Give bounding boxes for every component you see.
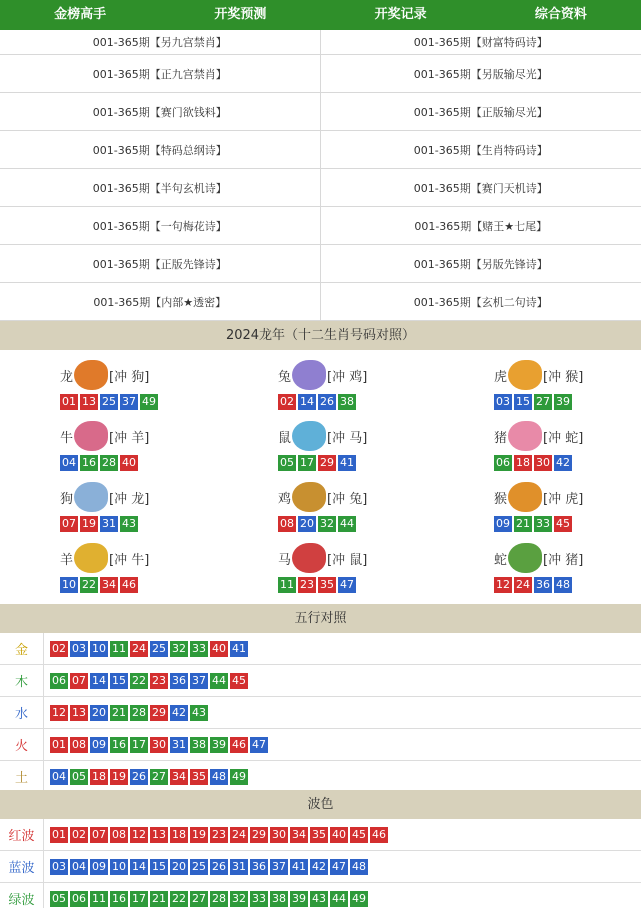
number-ball: 40: [332, 827, 346, 841]
zodiac-header: [60, 541, 149, 575]
zodiac-clash: [冲 牛]: [109, 552, 150, 568]
tiger-icon: [508, 360, 542, 390]
zodiac-clash: [冲 狗]: [109, 369, 150, 385]
number-ball: 17: [132, 737, 146, 751]
zodiac-numbers: [278, 394, 356, 410]
number-ball: 08: [112, 827, 126, 841]
number-ball: 37: [192, 673, 206, 687]
zodiac-clash: [冲 鸡]: [327, 369, 368, 385]
zodiac-header: [60, 358, 149, 392]
zodiac-header: [278, 358, 367, 392]
number-ball: 46: [372, 827, 386, 841]
number-ball: 20: [172, 859, 186, 873]
row-numbers: [44, 665, 248, 696]
number-ball: 33: [536, 517, 550, 530]
number-ball: 28: [102, 456, 116, 469]
table-row: [0, 761, 641, 793]
link-item[interactable]: 001-365期【另版输尽光】: [413, 67, 548, 81]
zodiac-grid: [0, 350, 641, 605]
row-label: 水: [0, 697, 44, 728]
number-ball: 16: [112, 737, 126, 751]
number-ball: 32: [172, 641, 186, 655]
number-ball: 26: [132, 769, 146, 783]
number-ball: 05: [72, 769, 86, 783]
link-row: [0, 207, 641, 245]
number-ball: 31: [102, 517, 116, 530]
number-ball: 01: [52, 737, 66, 751]
zodiac-numbers: [278, 577, 356, 593]
number-ball: 39: [212, 737, 226, 751]
number-ball: 38: [340, 395, 354, 408]
number-ball: 23: [300, 578, 314, 591]
table-row: [0, 697, 641, 729]
zodiac-cell: [60, 358, 200, 414]
rat-icon: [292, 421, 326, 451]
number-ball: 21: [112, 705, 126, 719]
number-ball: 09: [496, 517, 510, 530]
number-ball: 40: [212, 641, 226, 655]
number-ball: 28: [132, 705, 146, 719]
number-ball: 21: [516, 517, 530, 530]
wuxing-section-title: 五行对照: [0, 604, 641, 633]
number-ball: 27: [152, 769, 166, 783]
link-item[interactable]: 001-365期【另九宫禁肖】: [0, 30, 321, 54]
number-ball: 31: [232, 859, 246, 873]
table-row: [0, 633, 641, 665]
number-ball: 41: [292, 859, 306, 873]
monkey-icon: [508, 482, 542, 512]
zodiac-name: 狗: [60, 491, 74, 507]
number-ball: 01: [52, 827, 66, 841]
link-row: [0, 55, 641, 93]
number-ball: 08: [72, 737, 86, 751]
number-ball: 20: [300, 517, 314, 530]
number-ball: 48: [556, 578, 570, 591]
zodiac-numbers: [494, 577, 572, 593]
number-ball: 01: [62, 395, 76, 408]
zodiac-clash: [冲 羊]: [109, 430, 150, 446]
number-ball: 27: [536, 395, 550, 408]
number-ball: 39: [292, 891, 306, 905]
zodiac-header: [278, 541, 367, 575]
number-ball: 44: [340, 517, 354, 530]
link-item[interactable]: 001-365期【赛门欲钱料】: [0, 93, 321, 130]
number-ball: 05: [280, 456, 294, 469]
number-ball: 36: [252, 859, 266, 873]
number-ball: 06: [72, 891, 86, 905]
number-ball: 30: [272, 827, 286, 841]
number-ball: 23: [152, 673, 166, 687]
zodiac-name: 兔: [278, 369, 292, 385]
number-ball: 29: [320, 456, 334, 469]
nav-item-jinbang[interactable]: 金榜高手: [54, 7, 107, 22]
number-ball: 09: [92, 737, 106, 751]
nav-item-draw-record[interactable]: 开奖记录: [374, 7, 427, 22]
number-ball: 26: [320, 395, 334, 408]
rabbit-icon: [292, 360, 326, 390]
row-label: 金: [0, 633, 44, 664]
number-ball: 38: [192, 737, 206, 751]
number-ball: 44: [212, 673, 226, 687]
number-ball: 27: [192, 891, 206, 905]
number-ball: 35: [320, 578, 334, 591]
number-ball: 03: [72, 641, 86, 655]
link-item[interactable]: 001-365期【半句玄机诗】: [0, 169, 321, 206]
number-ball: 16: [112, 891, 126, 905]
table-row: [0, 819, 641, 851]
number-ball: 42: [312, 859, 326, 873]
number-ball: 37: [272, 859, 286, 873]
number-ball: 19: [112, 769, 126, 783]
number-ball: 47: [252, 737, 266, 751]
number-ball: 02: [72, 827, 86, 841]
number-ball: 12: [132, 827, 146, 841]
number-ball: 46: [232, 737, 246, 751]
number-ball: 34: [172, 769, 186, 783]
number-ball: 41: [340, 456, 354, 469]
zodiac-numbers: [494, 455, 572, 471]
zodiac-name: 虎: [494, 369, 508, 385]
number-ball: 45: [352, 827, 366, 841]
zodiac-header: [278, 480, 367, 514]
zodiac-name: 鸡: [278, 491, 292, 507]
link-item[interactable]: 001-365期【财富特码诗】: [413, 36, 548, 49]
zodiac-cell: [494, 480, 634, 536]
number-ball: 36: [536, 578, 550, 591]
table-row: [0, 883, 641, 908]
number-ball: 04: [62, 456, 76, 469]
link-item[interactable]: 001-365期【另版先锋诗】: [413, 257, 548, 271]
number-ball: 14: [300, 395, 314, 408]
number-ball: 13: [82, 395, 96, 408]
number-ball: 49: [232, 769, 246, 783]
row-numbers: [44, 633, 248, 664]
zodiac-clash: [冲 虎]: [543, 491, 584, 507]
number-ball: 43: [122, 517, 136, 530]
number-ball: 12: [52, 705, 66, 719]
number-ball: 15: [516, 395, 530, 408]
number-ball: 18: [92, 769, 106, 783]
number-ball: 25: [102, 395, 116, 408]
number-ball: 02: [52, 641, 66, 655]
number-ball: 07: [62, 517, 76, 530]
row-numbers: [44, 697, 208, 728]
number-ball: 32: [320, 517, 334, 530]
zodiac-name: 猴: [494, 491, 508, 507]
row-numbers: [44, 883, 368, 908]
row-label: 火: [0, 729, 44, 760]
number-ball: 25: [192, 859, 206, 873]
number-ball: 25: [152, 641, 166, 655]
zodiac-header: [60, 480, 149, 514]
zodiac-numbers: [60, 394, 158, 410]
number-ball: 38: [272, 891, 286, 905]
zodiac-header: [494, 419, 583, 453]
link-row: [0, 169, 641, 207]
link-item[interactable]: 001-365期【生肖特码诗】: [413, 143, 548, 157]
number-ball: 45: [232, 673, 246, 687]
number-ball: 05: [52, 891, 66, 905]
number-ball: 22: [172, 891, 186, 905]
link-item[interactable]: 001-365期【正九宫禁肖】: [0, 55, 321, 92]
links-table: [0, 30, 641, 321]
number-ball: 19: [192, 827, 206, 841]
number-ball: 34: [102, 578, 116, 591]
zodiac-numbers: [278, 516, 356, 532]
number-ball: 02: [280, 395, 294, 408]
number-ball: 29: [152, 705, 166, 719]
number-ball: 24: [232, 827, 246, 841]
row-label: 绿波: [0, 883, 44, 908]
rooster-icon: [292, 482, 326, 512]
number-ball: 14: [132, 859, 146, 873]
number-ball: 15: [152, 859, 166, 873]
number-ball: 10: [112, 859, 126, 873]
number-ball: 18: [172, 827, 186, 841]
zodiac-cell: [60, 480, 200, 536]
number-ball: 13: [72, 705, 86, 719]
number-ball: 32: [232, 891, 246, 905]
link-item[interactable]: 001-365期【内部★透密】: [0, 283, 321, 320]
number-ball: 04: [52, 769, 66, 783]
number-ball: 43: [312, 891, 326, 905]
number-ball: 49: [142, 395, 156, 408]
zodiac-cell: [494, 419, 634, 475]
zodiac-clash: [冲 龙]: [109, 491, 150, 507]
number-ball: 20: [92, 705, 106, 719]
number-ball: 48: [212, 769, 226, 783]
number-ball: 06: [52, 673, 66, 687]
number-ball: 31: [172, 737, 186, 751]
ox-icon: [74, 421, 108, 451]
zodiac-numbers: [494, 394, 572, 410]
wuxing-table: [0, 633, 641, 793]
number-ball: 28: [212, 891, 226, 905]
zodiac-cell: [278, 419, 418, 475]
row-numbers: [44, 851, 368, 882]
zodiac-name: 马: [278, 552, 292, 568]
zodiac-numbers: [278, 455, 356, 471]
number-ball: 35: [312, 827, 326, 841]
link-row: [0, 245, 641, 283]
number-ball: 24: [516, 578, 530, 591]
zodiac-header: [278, 419, 367, 453]
horse-icon: [292, 543, 326, 573]
snake-icon: [508, 543, 542, 573]
zodiac-clash: [冲 兔]: [327, 491, 368, 507]
number-ball: 10: [92, 641, 106, 655]
number-ball: 15: [112, 673, 126, 687]
table-row: [0, 851, 641, 883]
top-nav: [0, 0, 641, 30]
link-item[interactable]: 001-365期【玄机二句诗】: [413, 295, 548, 309]
zodiac-name: 鼠: [278, 430, 292, 446]
zodiac-clash: [冲 猴]: [543, 369, 584, 385]
number-ball: 08: [280, 517, 294, 530]
number-ball: 34: [292, 827, 306, 841]
number-ball: 11: [92, 891, 106, 905]
zodiac-clash: [冲 猪]: [543, 552, 584, 568]
row-numbers: [44, 819, 388, 850]
link-item[interactable]: 001-365期【正版输尽光】: [413, 105, 548, 119]
number-ball: 45: [556, 517, 570, 530]
link-item[interactable]: 001-365期【正版先锋诗】: [0, 245, 321, 282]
number-ball: 22: [82, 578, 96, 591]
number-ball: 30: [536, 456, 550, 469]
zodiac-cell: [60, 541, 200, 597]
number-ball: 44: [332, 891, 346, 905]
zodiac-clash: [冲 蛇]: [543, 430, 584, 446]
zodiac-name: 羊: [60, 552, 74, 568]
link-item[interactable]: 001-365期【特码总纲诗】: [0, 131, 321, 168]
number-ball: 17: [132, 891, 146, 905]
number-ball: 04: [72, 859, 86, 873]
number-ball: 09: [92, 859, 106, 873]
number-ball: 07: [92, 827, 106, 841]
link-item[interactable]: 001-365期【赛门天机诗】: [413, 181, 548, 195]
zodiac-cell: [278, 358, 418, 414]
number-ball: 39: [556, 395, 570, 408]
number-ball: 18: [516, 456, 530, 469]
number-ball: 43: [192, 705, 206, 719]
nav-item-general-info[interactable]: 综合资料: [534, 7, 587, 22]
zodiac-numbers: [60, 577, 138, 593]
row-numbers: [44, 761, 248, 792]
link-item[interactable]: 001-365期【一句梅花诗】: [0, 207, 321, 244]
zodiac-cell: [494, 358, 634, 414]
number-ball: 21: [152, 891, 166, 905]
number-ball: 11: [112, 641, 126, 655]
zodiac-numbers: [60, 516, 138, 532]
number-ball: 23: [212, 827, 226, 841]
number-ball: 29: [252, 827, 266, 841]
zodiac-numbers: [60, 455, 138, 471]
number-ball: 49: [352, 891, 366, 905]
number-ball: 24: [132, 641, 146, 655]
dog-icon: [74, 482, 108, 512]
dragon-icon: [74, 360, 108, 390]
number-ball: 14: [92, 673, 106, 687]
bose-section-title: 波色: [0, 790, 641, 819]
zodiac-header: [60, 419, 149, 453]
number-ball: 10: [62, 578, 76, 591]
number-ball: 47: [340, 578, 354, 591]
number-ball: 06: [496, 456, 510, 469]
number-ball: 48: [352, 859, 366, 873]
link-item[interactable]: 001-365期【赌王★七尾】: [414, 219, 548, 233]
number-ball: 03: [52, 859, 66, 873]
number-ball: 11: [280, 578, 294, 591]
table-row: [0, 729, 641, 761]
zodiac-header: [494, 480, 583, 514]
number-ball: 41: [232, 641, 246, 655]
link-row: [0, 30, 641, 55]
row-label: 木: [0, 665, 44, 696]
zodiac-name: 牛: [60, 430, 74, 446]
number-ball: 36: [172, 673, 186, 687]
number-ball: 26: [212, 859, 226, 873]
zodiac-cell: [278, 480, 418, 536]
zodiac-clash: [冲 马]: [327, 430, 368, 446]
zodiac-cell: [60, 419, 200, 475]
number-ball: 17: [300, 456, 314, 469]
link-row: [0, 283, 641, 321]
zodiac-clash: [冲 鼠]: [327, 552, 368, 568]
zodiac-name: 猪: [494, 430, 508, 446]
link-row: [0, 131, 641, 169]
number-ball: 42: [172, 705, 186, 719]
number-ball: 47: [332, 859, 346, 873]
row-numbers: [44, 729, 268, 760]
number-ball: 46: [122, 578, 136, 591]
number-ball: 03: [496, 395, 510, 408]
zodiac-numbers: [494, 516, 572, 532]
table-row: [0, 665, 641, 697]
number-ball: 07: [72, 673, 86, 687]
number-ball: 35: [192, 769, 206, 783]
number-ball: 37: [122, 395, 136, 408]
row-label: 红波: [0, 819, 44, 850]
number-ball: 33: [252, 891, 266, 905]
link-row: [0, 93, 641, 131]
number-ball: 16: [82, 456, 96, 469]
zodiac-cell: [278, 541, 418, 597]
zodiac-section-title: 2024龙年（十二生肖号码对照）: [0, 321, 641, 350]
row-label: 蓝波: [0, 851, 44, 882]
zodiac-header: [494, 541, 583, 575]
number-ball: 22: [132, 673, 146, 687]
zodiac-header: [494, 358, 583, 392]
number-ball: 33: [192, 641, 206, 655]
nav-item-prediction[interactable]: 开奖预测: [214, 7, 267, 22]
zodiac-name: 蛇: [494, 552, 508, 568]
zodiac-cell: [494, 541, 634, 597]
number-ball: 40: [122, 456, 136, 469]
number-ball: 42: [556, 456, 570, 469]
number-ball: 30: [152, 737, 166, 751]
number-ball: 12: [496, 578, 510, 591]
row-label: 土: [0, 761, 44, 792]
number-ball: 19: [82, 517, 96, 530]
bose-table: [0, 819, 641, 908]
zodiac-name: 龙: [60, 369, 74, 385]
goat-icon: [74, 543, 108, 573]
pig-icon: [508, 421, 542, 451]
number-ball: 13: [152, 827, 166, 841]
